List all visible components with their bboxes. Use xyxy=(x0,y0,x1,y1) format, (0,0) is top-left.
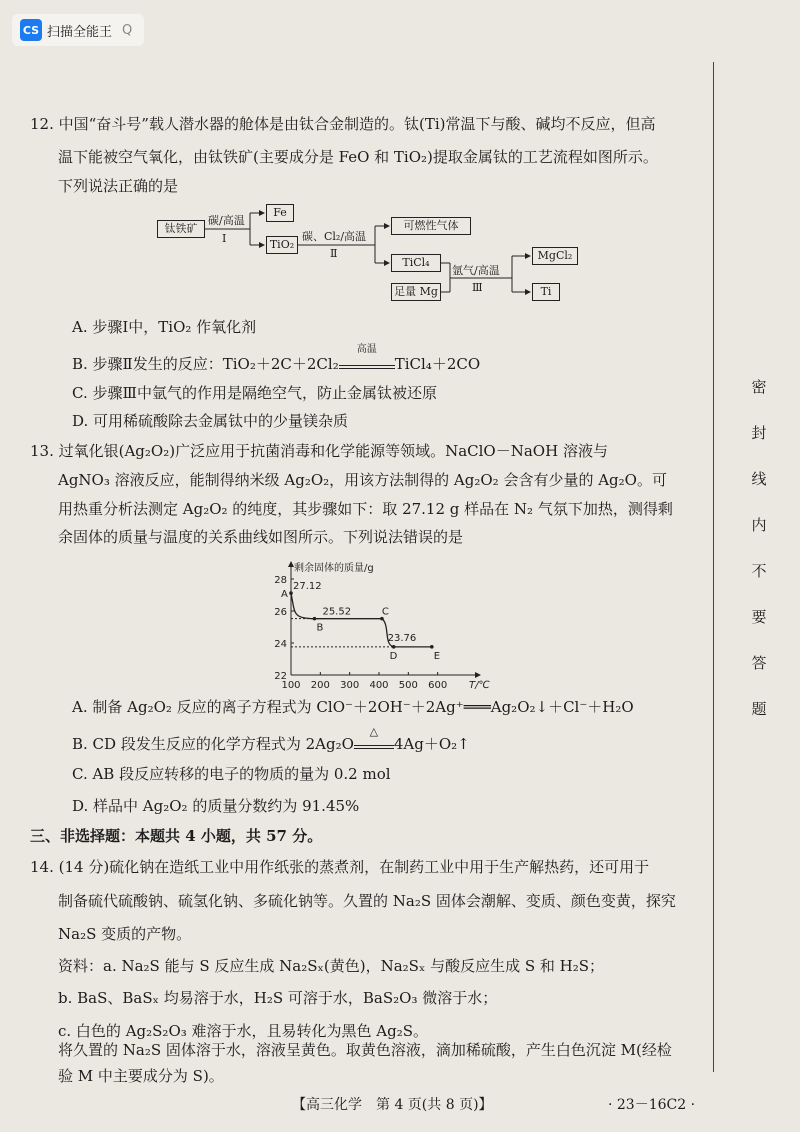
x-tick-label: 300 xyxy=(340,680,360,691)
point-E xyxy=(430,645,434,649)
q13-line2: AgNO₃ 溶液反应，能制得纳米级 Ag₂O₂，用该方法制得的 Ag₂O₂ 会含有少量的 Ag₂O。可 xyxy=(58,471,667,489)
x-tick-label: 100 xyxy=(281,680,301,691)
section3-heading: 三、非选择题：本题共 4 小题，共 57 分。 xyxy=(30,827,323,845)
binding-text: 密 封 线 内 不 要 答 题 xyxy=(751,378,767,718)
search-icon[interactable]: Q xyxy=(122,22,133,38)
q14-info-c: c. 白色的 Ag₂S₂O₃ 难溶于水，且易转化为黑色 Ag₂S。 xyxy=(58,1022,429,1040)
q13-option-b: B. CD 段发生反应的化学方程式为 2Ag₂O △ 4Ag＋O₂↑ xyxy=(72,725,470,753)
q12-line3: 下列说法正确的是 xyxy=(58,177,179,195)
q12-option-a: A. 步骤Ⅰ中，TiO₂ 作氧化剂 xyxy=(72,318,257,336)
q13-line1: 13. 过氧化银(Ag₂O₂)广泛应用于抗菌消毒和化学能源等领域。NaClO－NaOH 溶液与 xyxy=(30,442,608,460)
y-tick-label: 28 xyxy=(274,575,287,586)
flow-ticl4-box: TiCl₄ xyxy=(391,254,441,272)
y-axis-label: 剩余固体的质量/g xyxy=(294,563,374,574)
q13-option-c: C. AB 段反应转移的电子的物质的量为 0.2 mol xyxy=(72,765,391,783)
q14-line5: 验 M 中主要成分为 S)。 xyxy=(58,1067,224,1085)
q14-info-a: 资料：a. Na₂S 能与 S 反应生成 Na₂Sₓ(黄色)，Na₂Sₓ 与酸反应生成 S 和 H₂S； xyxy=(58,957,605,975)
flow-arrows xyxy=(0,0,700,320)
flow-fe-box: Fe xyxy=(266,204,294,222)
q13-option-a: A. 制备 Ag₂O₂ 反应的离子方程式为 ClO⁻＋2OH⁻＋2Ag⁺═══Ag₂O₂↓＋Cl⁻＋H₂O xyxy=(72,698,634,716)
q13-line3: 用热重分析法测定 Ag₂O₂ 的纯度，其步骤如下：取 27.12 g 样品在 N₂ 气氛下加热，测得剩 xyxy=(58,500,673,518)
q12-option-b: B. 步骤Ⅱ发生的反应：TiO₂＋2C＋2Cl₂ 高温 TiCl₄＋2CO xyxy=(72,344,481,373)
y-tick-label: 22 xyxy=(274,671,287,682)
y-tick-label: 24 xyxy=(274,639,287,650)
x-tick-label: 500 xyxy=(398,680,418,691)
flow-step2-label: 碳、Cl₂/高温 xyxy=(302,230,367,243)
q14-line1: 14. (14 分)硫化钠在造纸工业中用作纸张的蒸煮剂，在制药工业中用于生产解热药，还可用于 xyxy=(30,858,650,876)
point-D xyxy=(392,645,396,649)
point-value-label: 27.12 xyxy=(293,581,322,593)
point-value-label: 23.76 xyxy=(387,632,417,644)
x-tick-label: 600 xyxy=(428,680,448,691)
flow-ti-box: Ti xyxy=(532,283,560,301)
q14-info-b: b. BaS、BaSₓ 均易溶于水，H₂S 可溶于水，BaS₂O₃ 微溶于水； xyxy=(58,989,498,1007)
footer-code: · 23－16C2 · xyxy=(608,1097,696,1113)
x-axis-arrow xyxy=(475,672,481,678)
q12-option-d: D. 可用稀硫酸除去金属钛中的少量镁杂质 xyxy=(72,412,349,430)
x-tick-label: 400 xyxy=(369,680,389,691)
q14-line2: 制备硫代硫酸钠、硫氢化钠、多硫化钠等。久置的 Na₂S 固体会潮解、变质、颜色变黄，探究 xyxy=(58,892,676,910)
x-axis-label: T/℃ xyxy=(469,680,490,691)
point-label: B xyxy=(316,622,324,634)
flow-step2-num: Ⅱ xyxy=(330,247,338,260)
point-label: E xyxy=(433,650,441,662)
camscanner-logo-icon: CS xyxy=(20,19,42,41)
q12-line1: 12. 中国“奋斗号”载人潜水器的舱体是由钛合金制造的。钛(Ti)常温下与酸、碱均不反应，但高 xyxy=(30,115,656,133)
flow-tio2-box: TiO₂ xyxy=(266,236,298,254)
point-label: A xyxy=(281,589,288,601)
q14-line3: Na₂S 变质的产物。 xyxy=(58,925,192,943)
q13-option-d: D. 样品中 Ag₂O₂ 的质量分数约为 91.45% xyxy=(72,797,360,815)
flow-step3-label: 氩气/高温 xyxy=(452,264,500,277)
flow-step1-num: Ⅰ xyxy=(222,232,227,245)
flow-step1-label: 碳/高温 xyxy=(208,214,245,227)
point-label: D xyxy=(389,650,398,662)
q13-line4: 余固体的质量与温度的关系曲线如图所示。下列说法错误的是 xyxy=(58,528,464,546)
flow-gas-box: 可燃性气体 xyxy=(391,217,471,235)
flow-ore-box: 钛铁矿 xyxy=(157,220,205,238)
flow-mgcl2-box: MgCl₂ xyxy=(532,247,578,265)
footer-page-info: 【高三化学 第 4 页(共 8 页)】 xyxy=(292,1097,493,1113)
q12-option-c: C. 步骤Ⅲ中氩气的作用是隔绝空气，防止金属钛被还原 xyxy=(72,384,437,402)
binding-line xyxy=(713,62,714,1072)
point-label: C xyxy=(381,606,389,618)
app-name: 扫描全能王 xyxy=(47,24,113,40)
point-value-label: 25.52 xyxy=(322,606,352,618)
flow-step3-num: Ⅲ xyxy=(472,281,483,294)
q12-line2: 温下能被空气氧化，由钛铁矿(主要成分是 FeO 和 TiO₂)提取金属钛的工艺流程如图所示。 xyxy=(58,148,658,166)
y-tick-label: 26 xyxy=(274,607,287,618)
flow-mg-box: 足量 Mg xyxy=(391,283,441,301)
x-tick-label: 200 xyxy=(310,680,330,691)
q14-line4: 将久置的 Na₂S 固体溶于水，溶液呈黄色。取黄色溶液，滴加稀硫酸，产生白色沉淀 M(经检 xyxy=(58,1041,672,1059)
thermogravimetric-chart xyxy=(265,553,490,693)
point-B xyxy=(313,617,317,621)
